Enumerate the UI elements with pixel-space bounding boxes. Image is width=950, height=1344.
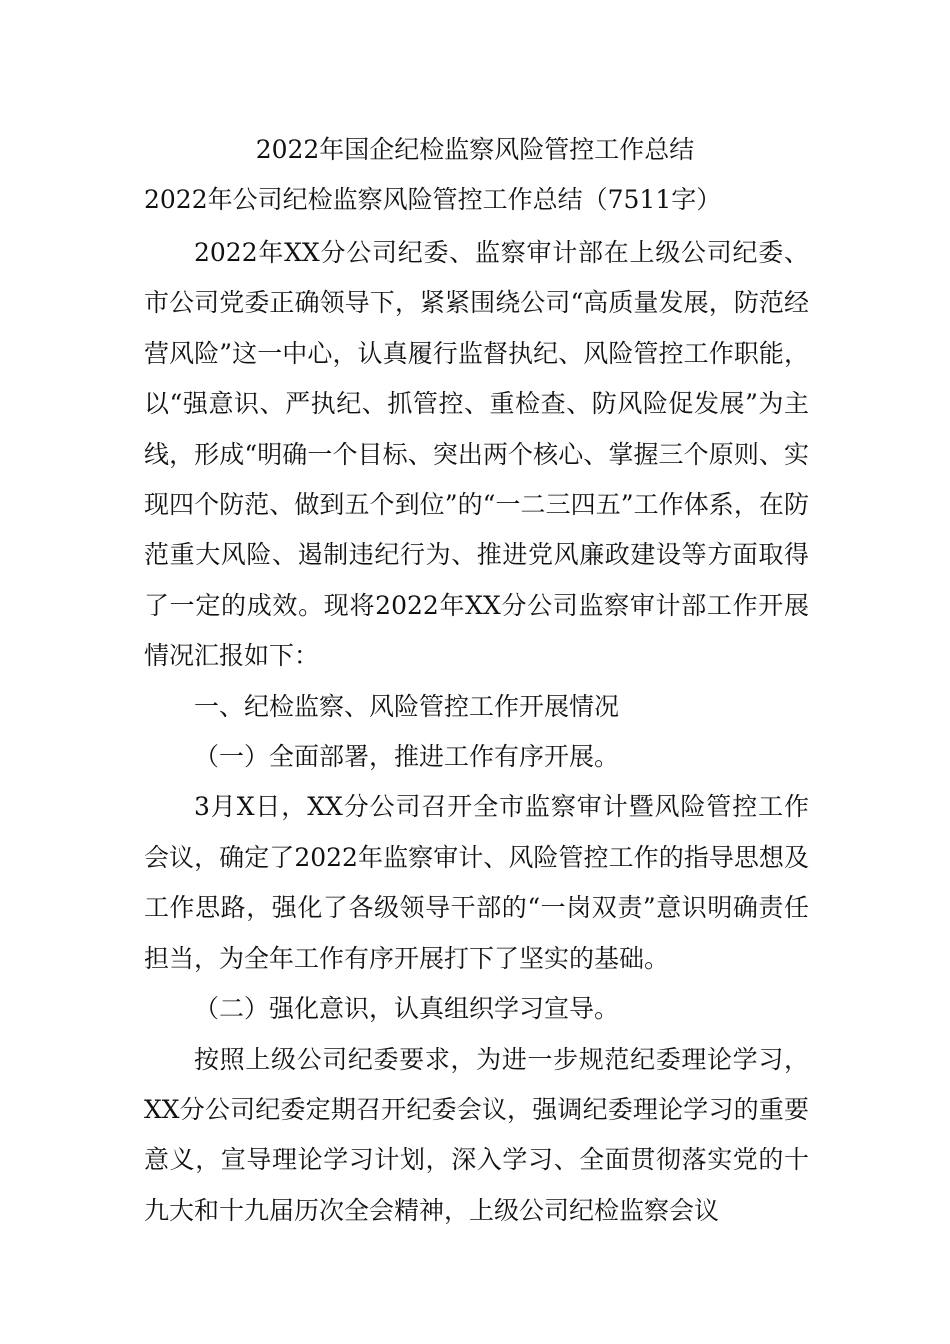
body-paragraph-1: 3月X日，XX分公司召开全市监察审计暨风险管控工作会议，确定了2022年监察审计、风险管控工作的指导思想及工作思路，强化了各级领导干部的“一岗双责”意识明确责任担当，为全年工作有序开展打下了坚实的基础。: [144, 792, 809, 973]
intro-paragraph: 2022年XX分公司纪委、监察审计部在上级公司纪委、市公司党委正确领导下，紧紧围绕公司“高质量发展，防范经营风险”这一中心，认真履行监督执纪、风险管控工作职能，以“强意识、严执纪、抓管控、重检查、防风险促发展”为主线，形成“明确一个目标、突出两个核心、掌握三个原则、实现四个防范、做到五个到位”的“一二三四五”工作体系，在防范重大风险、遏制违纪行为、推进党风廉政建设等方面取得了一定的成效。现将2022年XX分公司监察审计部工作开展情况汇报如下：: [144, 238, 809, 671]
document-subtitle: 2022年公司纪检监察风险管控工作总结（7511字）: [144, 185, 722, 214]
section-heading-1: 一、纪检监察、风险管控工作开展情况: [194, 691, 620, 721]
subsection-heading-2: （二）强化意识，认真组织学习宣导。: [194, 994, 620, 1024]
body-paragraph-2: 按照上级公司纪委要求，为进一步规范纪委理论学习，XX分公司纪委定期召开纪委会议，强调纪委理论学习的重要意义，宣导理论学习计划，深入学习、全面贯彻落实党的十九大和十九届历次全会精神，上级公司纪检监察会议: [144, 1044, 809, 1225]
document-body: [144, 228, 809, 1236]
subsection-heading-1: （一）全面部署，推进工作有序开展。: [194, 742, 620, 772]
document-title: 2022年国企纪检监察风险管控工作总结: [255, 135, 695, 164]
